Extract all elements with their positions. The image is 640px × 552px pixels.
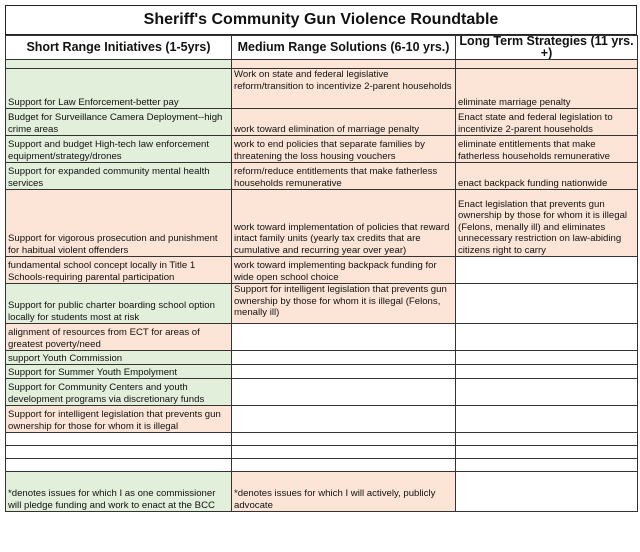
table-cell bbox=[232, 406, 456, 433]
table-cell bbox=[456, 284, 638, 324]
table-row bbox=[6, 379, 638, 406]
table-cell bbox=[6, 433, 232, 446]
table-cell bbox=[456, 379, 638, 406]
table-cell bbox=[456, 446, 638, 459]
table-row bbox=[6, 257, 638, 284]
table-cell: Support for expanded community mental health services bbox=[6, 163, 232, 190]
table-row bbox=[6, 433, 638, 446]
legend-green: *denotes issues for which I as one commissioner will pledge funding and work to enact at the BCC bbox=[6, 472, 232, 512]
table-cell: Support for Summer Youth Empolyment bbox=[6, 365, 232, 379]
table-row bbox=[6, 60, 638, 69]
roundtable-table bbox=[5, 35, 638, 512]
table-cell: Support for public charter boarding school option locally for students most at risk bbox=[6, 284, 232, 324]
spreadsheet bbox=[5, 5, 637, 512]
column-header-long-term: Long Term Strategies (11 yrs. +) bbox=[456, 36, 638, 60]
table-cell: eliminate marriage penalty bbox=[456, 69, 638, 109]
table-cell: work toward implementation of policies that reward intact family units (yearly tax credits that are cumulative and recurring year over year) bbox=[232, 190, 456, 257]
table-cell: Support for vigorous prosecution and punishment for habitual violent offenders bbox=[6, 190, 232, 257]
table-cell bbox=[456, 365, 638, 379]
table-row bbox=[6, 459, 638, 472]
table-row bbox=[6, 351, 638, 365]
table-cell bbox=[456, 257, 638, 284]
table-cell: reform/reduce entitlements that make fatherless households remunerative bbox=[232, 163, 456, 190]
table-row bbox=[6, 446, 638, 459]
table-cell bbox=[232, 351, 456, 365]
table-cell: work toward implementing backpack funding for wide open school choice bbox=[232, 257, 456, 284]
table-cell: Support for Law Enforcement-better pay bbox=[6, 69, 232, 109]
table-row bbox=[6, 284, 638, 324]
table-cell bbox=[6, 459, 232, 472]
table-cell bbox=[456, 459, 638, 472]
table-cell: Enact state and federal legislation to incentivize 2-parent households bbox=[456, 109, 638, 136]
table-cell bbox=[456, 60, 638, 69]
table-cell bbox=[232, 365, 456, 379]
page-title: Sheriff's Community Gun Violence Roundtable bbox=[5, 5, 637, 35]
table-cell: fundamental school concept locally in Title 1 Schools-requiring parental participation bbox=[6, 257, 232, 284]
table-cell bbox=[232, 60, 456, 69]
table-cell: enact backpack funding nationwide bbox=[456, 163, 638, 190]
table-row bbox=[6, 109, 638, 136]
table-cell: Budget for Surveillance Camera Deployment--high crime areas bbox=[6, 109, 232, 136]
table-cell: support Youth Commission bbox=[6, 351, 232, 365]
table-cell: Work on state and federal legislative reform/transition to incentivize 2-parent households bbox=[232, 69, 456, 109]
table-cell bbox=[456, 406, 638, 433]
table-cell bbox=[456, 433, 638, 446]
table-cell bbox=[456, 472, 638, 512]
table-cell bbox=[232, 324, 456, 351]
table-row bbox=[6, 324, 638, 351]
header-row bbox=[6, 36, 638, 60]
column-header-short-range: Short Range Initiatives (1-5yrs) bbox=[6, 36, 232, 60]
table-row bbox=[6, 365, 638, 379]
column-header-medium-range: Medium Range Solutions (6-10 yrs.) bbox=[232, 36, 456, 60]
table-cell: alignment of resources from ECT for areas of greatest poverty/need bbox=[6, 324, 232, 351]
table-row bbox=[6, 69, 638, 109]
table-row bbox=[6, 163, 638, 190]
table-cell: Support and budget High-tech law enforcement equipment/strategy/drones bbox=[6, 136, 232, 163]
table-cell: work toward elimination of marriage penalty bbox=[232, 109, 456, 136]
table-row bbox=[6, 136, 638, 163]
table-cell bbox=[232, 459, 456, 472]
table-cell bbox=[232, 379, 456, 406]
table-cell bbox=[232, 446, 456, 459]
table-cell: eliminate entitlements that make fatherless households remunerative bbox=[456, 136, 638, 163]
table-cell: Enact legislation that prevents gun ownership by those for whom it is illegal (Felons, menally ill) and eliminates unnecessary restriction on law-abiding citizens right to carry bbox=[456, 190, 638, 257]
legend-row bbox=[6, 472, 638, 512]
table-cell: Support for Community Centers and youth development programs via discretionary funds bbox=[6, 379, 232, 406]
table-cell bbox=[6, 60, 232, 69]
table-cell: work to end policies that separate families by threatening the loss housing vouchers bbox=[232, 136, 456, 163]
table-cell bbox=[456, 351, 638, 365]
table-cell bbox=[232, 433, 456, 446]
table-cell bbox=[6, 446, 232, 459]
table-cell bbox=[456, 324, 638, 351]
legend-orange: *denotes issues for which I will actively, publicly advocate bbox=[232, 472, 456, 512]
table-row bbox=[6, 190, 638, 257]
table-cell: Support for intelligent legislation that prevents gun ownership by those for whom it is illegal (Felons, menally ill) bbox=[232, 284, 456, 324]
table-cell: Support for intelligent legislation that prevents gun ownership for those for whom it is illegal bbox=[6, 406, 232, 433]
table-row bbox=[6, 406, 638, 433]
